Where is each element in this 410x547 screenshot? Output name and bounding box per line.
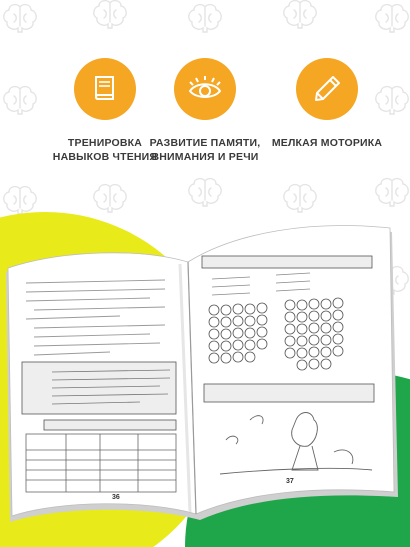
- right-page-number: 37: [286, 478, 294, 485]
- feature-label: ТРЕНИРОВКА НАВЫКОВ ЧТЕНИЯ: [52, 137, 158, 163]
- feature-label: РАЗВИТИЕ ПАМЯТИ, ВНИМАНИЯ И РЕЧИ: [149, 137, 261, 163]
- task9-box: [204, 384, 374, 402]
- feature-label: МЕЛКАЯ МОТОРИКА: [271, 137, 383, 149]
- left-page-number: 36: [112, 494, 120, 501]
- task6-box: [22, 362, 176, 414]
- task8-box: [202, 256, 372, 268]
- task7-header: [44, 420, 176, 430]
